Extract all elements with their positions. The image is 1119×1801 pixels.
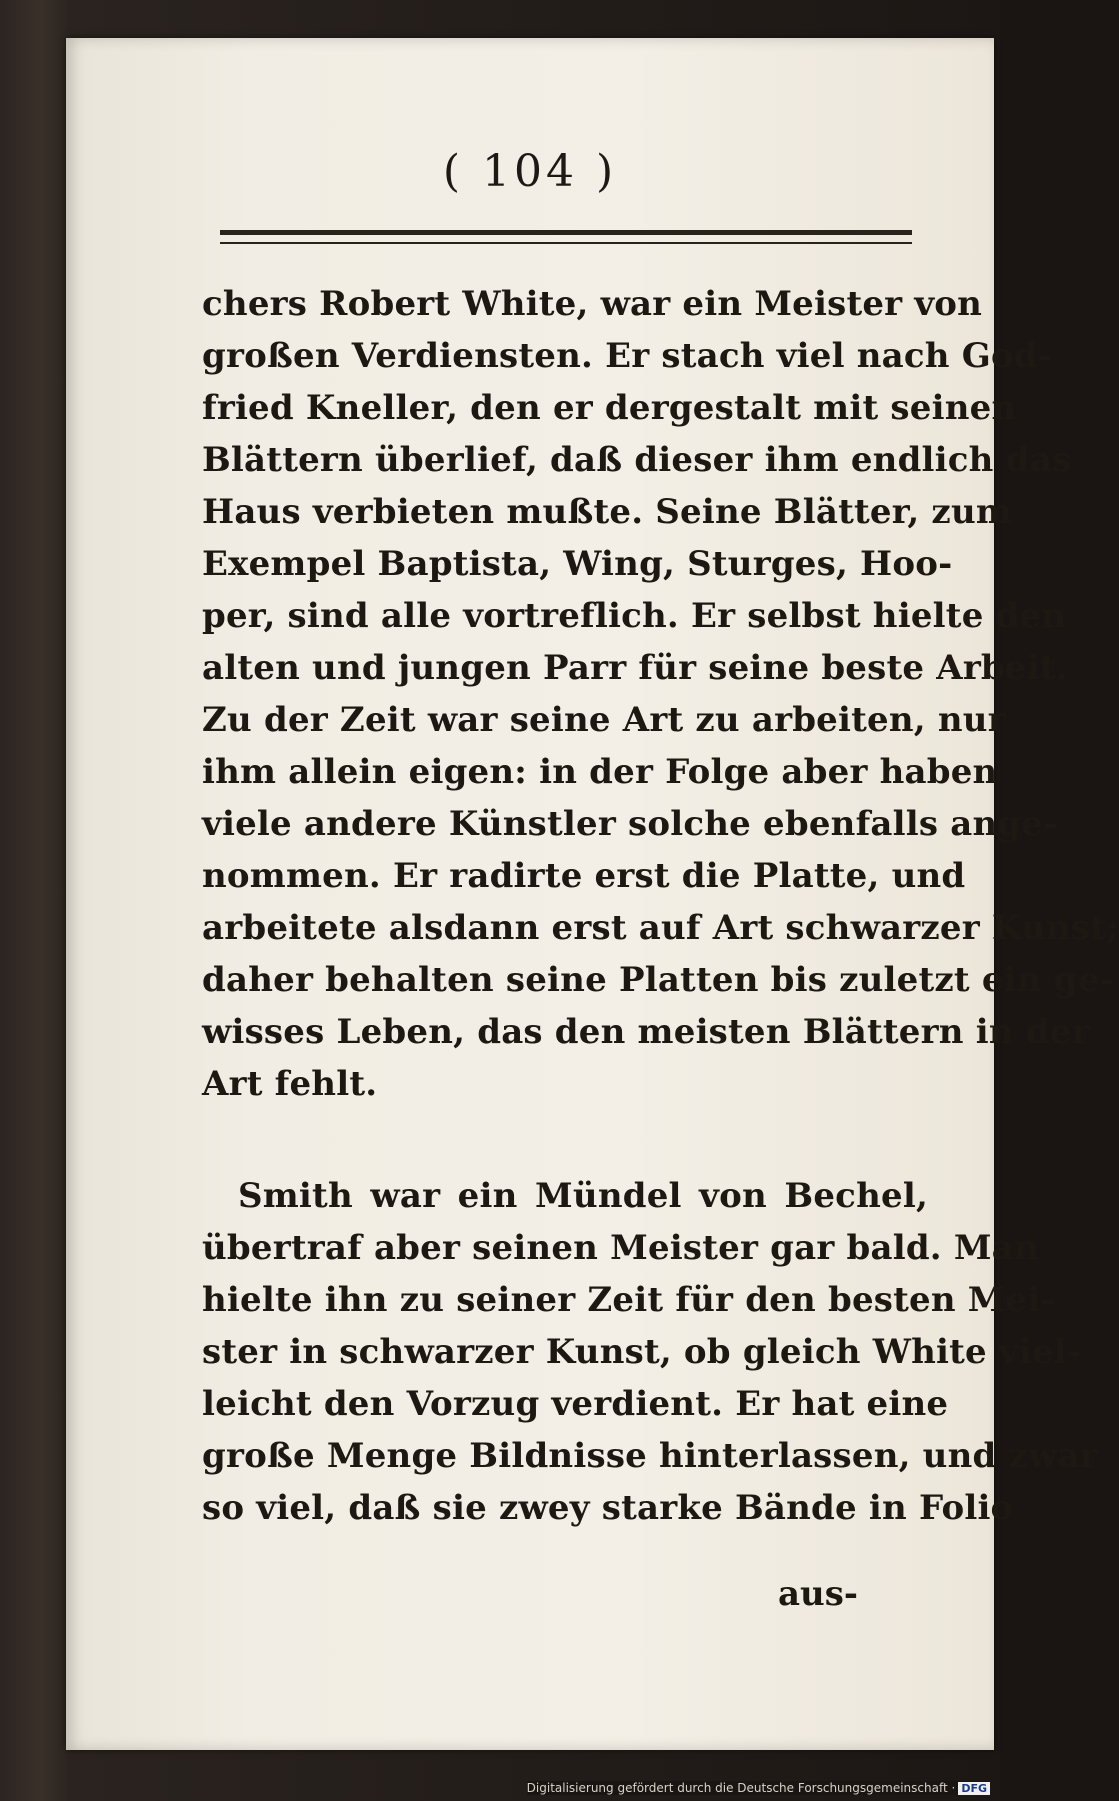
book-page [66, 38, 1119, 1750]
text-line: fried Kneller, den er dergestalt mit seinen [202, 388, 1017, 428]
paragraph-gap [202, 1110, 928, 1170]
text-line: hielte ihn zu seiner Zeit für den besten Mei- [202, 1280, 1055, 1320]
text-line: Smith war ein Mündel von Bechel, [238, 1176, 928, 1216]
text-line: viele andere Künstler solche ebenfalls ange- [202, 804, 1058, 844]
body-text [202, 278, 1119, 1534]
text-line: ster in schwarzer Kunst, ob gleich White viel- [202, 1332, 1082, 1372]
paragraph-2 [202, 1170, 1098, 1534]
text-line: ihm allein eigen: in der Folge aber haben [202, 752, 998, 792]
text-line: wisses Leben, das den meisten Blättern in der [202, 1012, 1090, 1052]
page-number: ( 104 ) [442, 146, 618, 197]
text-line: Exempel Baptista, Wing, Sturges, Hoo- [202, 544, 953, 584]
text-line: Art fehlt. [202, 1064, 378, 1104]
credit-text: Digitalisierung gefördert durch die Deutsche Forschungsgemeinschaft · [526, 1781, 956, 1795]
text-line: per, sind alle vortreflich. Er selbst hielte den [202, 596, 1067, 636]
text-line: leicht den Vorzug verdient. Er hat eine [202, 1384, 949, 1424]
text-line: arbeitete alsdann erst auf Art schwarzer Kunst; [202, 908, 1119, 948]
text-line: große Menge Bildnisse hinterlassen, und zwar [202, 1436, 1098, 1476]
text-line: alten und jungen Parr für seine beste Arbeit. [202, 648, 1068, 688]
header-rule [220, 230, 912, 244]
text-line: übertraf aber seinen Meister gar bald. Man [202, 1228, 1039, 1268]
text-line: so viel, daß sie zwey starke Bände in Folio [202, 1488, 1014, 1528]
text-line: Blättern überlief, daß dieser ihm endlich das [202, 440, 1072, 480]
digitization-credit [527, 1781, 990, 1795]
text-line: nommen. Er radirte erst die Platte, und [202, 856, 966, 896]
dfg-logo: DFG [958, 1782, 990, 1795]
text-line: großen Verdiensten. Er stach viel nach God- [202, 336, 1053, 376]
text-line: Haus verbieten mußte. Seine Blätter, zum [202, 492, 1013, 532]
paragraph-1 [202, 278, 1119, 1110]
catchword: aus- [777, 1574, 858, 1614]
text-line: daher behalten seine Platten bis zuletzt ein ge- [202, 960, 1114, 1000]
text-line: Zu der Zeit war seine Art zu arbeiten, nur [202, 700, 1006, 740]
text-line: chers Robert White, war ein Meister von [202, 284, 983, 324]
